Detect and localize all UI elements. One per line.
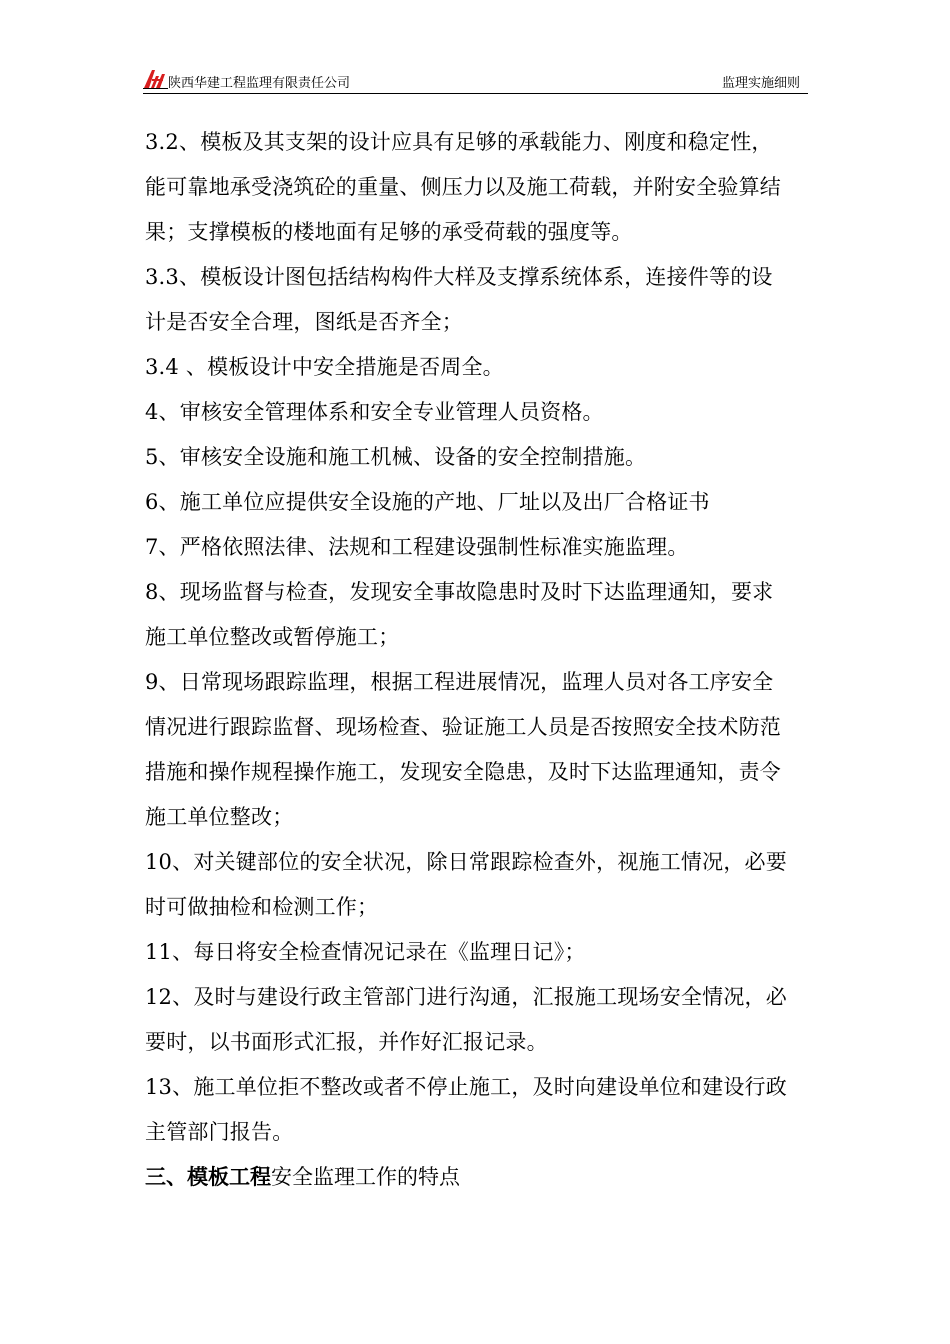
text-line: 计是否安全合理，图纸是否齐全； [145,310,463,334]
text-line: 主管部门报告。 [145,1120,294,1144]
company-logo-icon [143,68,168,89]
text-line: 果；支撑模板的楼地面有足够的承受荷载的强度等。 [145,220,633,244]
text-line: 施工单位整改； [145,805,294,829]
text-line: 施工单位整改或暂停施工； [145,625,400,649]
text-line: 10、对关键部位的安全状况，除日常跟踪检查外，视施工情况，必要 [145,850,787,874]
text-line: 情况进行跟踪监督、现场检查、验证施工人员是否按照安全技术防范 [145,715,781,739]
text-line: 13、施工单位拒不整改或者不停止施工，及时向建设单位和建设行政 [145,1075,787,1099]
text-line: 3.3、模板设计图包括结构构件大样及支撑系统体系，连接件等的设 [145,265,773,289]
text-line: 4、审核安全管理体系和安全专业管理人员资格。 [145,400,604,424]
text-line: 9、日常现场跟踪监理，根据工程进展情况，监理人员对各工序安全 [145,670,774,694]
company-name: 陕西华建工程监理有限责任公司 [168,76,351,91]
text-line: 措施和操作规程操作施工，发现安全隐患，及时下达监理通知，责令 [145,760,781,784]
text-line: 11、每日将安全检查情况记录在《监理日记》； [145,940,586,964]
text-line: 6、施工单位应提供安全设施的产地、厂址以及出厂合格证书 [145,490,710,514]
text-line: 3.2、模板及其支架的设计应具有足够的承载能力、刚度和稳定性， [145,130,773,154]
text-line: 7、严格依照法律、法规和工程建设强制性标准实施监理。 [145,535,689,559]
page-header [143,68,808,92]
text-line: 能可靠地承受浇筑砼的重量、侧压力以及施工荷载，并附安全验算结 [145,175,781,199]
section-heading [145,1155,810,1200]
text-line: 时可做抽检和检测工作； [145,895,379,919]
text-line: 要时，以书面形式汇报，并作好汇报记录。 [145,1030,548,1054]
document-title: 监理实施细则 [721,76,800,91]
document-body [145,120,810,1200]
header-divider [143,93,808,94]
text-line: 5、审核安全设施和施工机械、设备的安全控制措施。 [145,445,647,469]
text-line: 8、现场监督与检查，发现安全事故隐患时及时下达监理通知，要求 [145,580,774,604]
text-line: 3.4 、模板设计中安全措施是否周全。 [145,355,504,379]
section-heading-rest: 安全监理工作的特点 [271,1165,460,1189]
text-line: 12、及时与建设行政主管部门进行沟通，汇报施工现场安全情况，必 [145,985,787,1009]
section-heading-bold: 三、模板工程 [145,1165,271,1189]
